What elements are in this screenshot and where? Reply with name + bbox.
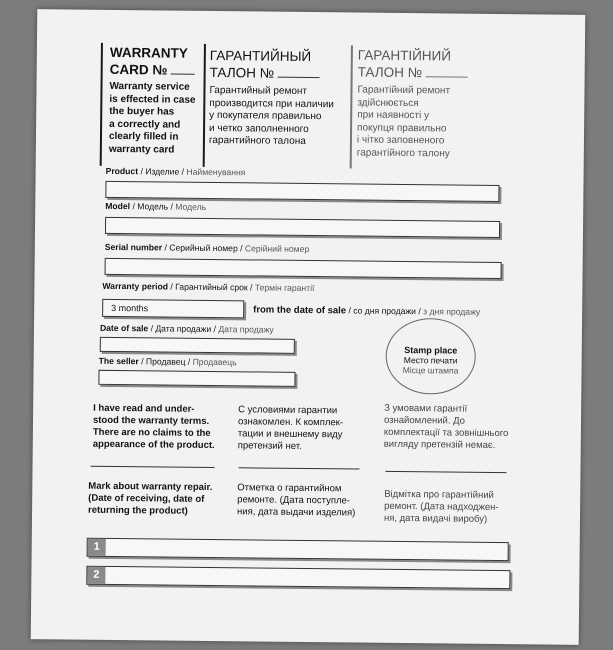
warranty-card-title-ru: ГАРАНТИЙНЫЙ ТАЛОН № (210, 47, 321, 82)
warranty-card-text-ru: Гарантийный ремонт производится при наличии у покупателя правильно и четко заполненного гарантийного талона (208, 84, 334, 147)
seller-field[interactable] (98, 370, 295, 387)
stamp-place-circle (385, 318, 476, 395)
date-of-sale-label: Date of sale / Дата продажи / Дата продажу (99, 322, 274, 335)
product-field[interactable] (105, 181, 499, 202)
warranty-card-text-uk: Гарантійний ремонт здійснюється при наявності у покупця правильно і чітко заповненого гарантійного талону (356, 84, 451, 159)
warranty-card-sheet (31, 9, 586, 645)
stamp-place-text-en: Stamp place (404, 345, 458, 356)
serial-number-label: Serial number / Серийный номер / Серійний номер (104, 241, 310, 255)
model-field[interactable] (105, 217, 500, 238)
from-date-of-sale-label: from the date of sale / со дня продажи / з дня продажу (253, 304, 481, 317)
warranty-period-value: 3 months (111, 302, 149, 314)
warranty-period-label: Warranty period / Гарантийный срок / Термін гарантії (102, 280, 315, 294)
terms-text-ru: С условиями гарантии ознакомлен. К комплек- тации и внешнему виду претензий нет. (237, 404, 344, 452)
stamp-place-text-ru: Место печати (403, 355, 458, 366)
serial-number-field[interactable] (105, 258, 502, 279)
terms-text-en: I have read and under- stood the warranty terms. There are no claims to the appearance of the product. (92, 402, 215, 452)
terms-text-uk: З умовами гарантії ознайомлений. До комплектації та зовнішнього вигляду претензій немає. (383, 402, 509, 451)
repair-text-uk: Відмітка про гарантійний ремонт. (Дата надходжен- ня, дата видачі виробу) (383, 488, 499, 525)
repair-row-number: 2 (87, 567, 105, 584)
header-divider-en (100, 43, 103, 166)
product-label: Product / Изделие / Найменування (105, 165, 246, 178)
warranty-card-title-uk: ГАРАНТІЙНИЙ ТАЛОН № (358, 47, 469, 82)
warranty-card-text-en: Warranty service is effected in case the buyer has a correctly and clearly filled in warranty card (108, 80, 196, 156)
repair-row-number: 1 (88, 539, 106, 556)
date-of-sale-field[interactable] (100, 337, 295, 354)
model-label: Model / Модель / Модель (105, 200, 207, 212)
repair-row-2[interactable] (86, 566, 510, 589)
warranty-card-title-en: WARRANTY CARD № (110, 44, 195, 79)
signature-line-uk[interactable] (385, 471, 506, 473)
signature-line-en[interactable] (91, 466, 215, 468)
seller-label: The seller / Продавец / Продавець (98, 355, 237, 368)
signature-line-ru[interactable] (239, 467, 360, 469)
repair-row-1[interactable] (87, 538, 509, 561)
warranty-period-field[interactable] (102, 299, 244, 318)
repair-text-ru: Отметка о гарантийном ремонте. (Дата поступле- ния, дата выдачи изделия) (237, 482, 356, 519)
repair-text-en: Mark about warranty repair. (Date of receiving, date of returning the product) (88, 480, 213, 517)
stamp-place-text-uk: Місце штампа (402, 364, 459, 376)
